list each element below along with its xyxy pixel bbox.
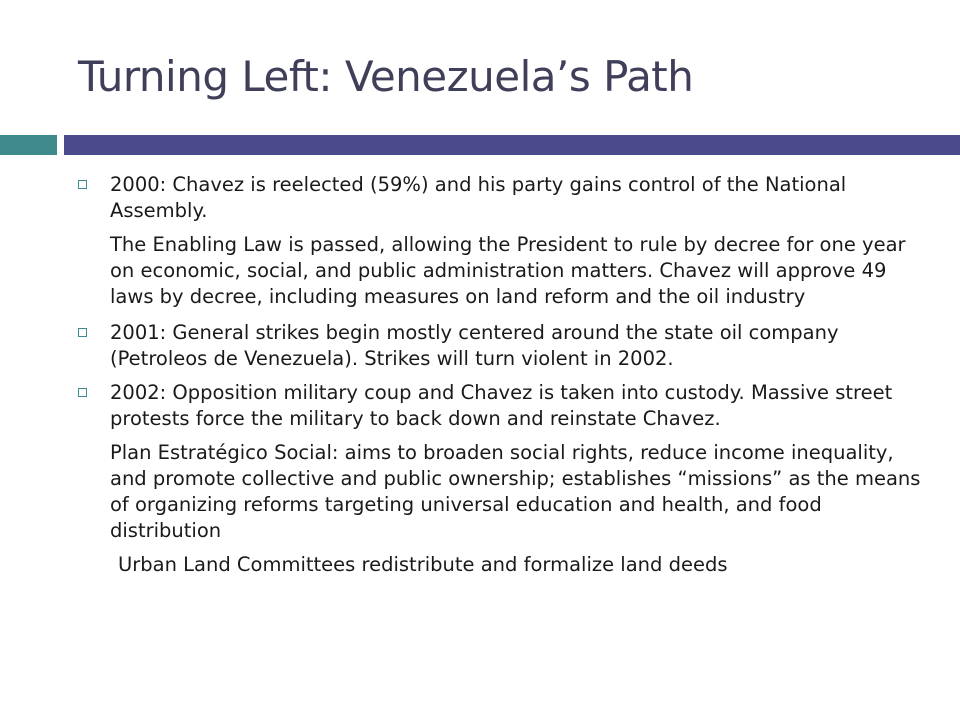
square-bullet-icon	[78, 180, 87, 189]
sub-paragraph-enabling-law: The Enabling Law is passed, allowing the President to rule by decree for one year on economic, social, and public administration matters. Chavez will approve 49 laws by decree, including measures on land reform and the oil industry	[110, 233, 906, 308]
bullet-item-2002	[72, 380, 930, 432]
bullet-item-2001	[72, 320, 930, 372]
title-rule-accent-left	[0, 135, 57, 155]
bullet-text: 2002: Opposition military coup and Chavez is taken into custody. Massive street protests force the military to back down and reinstate Chavez.	[110, 381, 893, 430]
square-bullet-icon	[78, 388, 87, 397]
title-rule-accent-right	[64, 135, 960, 155]
bullet-text: 2000: Chavez is reelected (59%) and his party gains control of the National Assembly.	[110, 173, 847, 222]
slide-body	[72, 172, 930, 578]
sub-paragraph-plan-estrategico: Plan Estratégico Social: aims to broaden social rights, reduce income inequality, and promote collective and public ownership; establishes “missions” as the means of organizing reforms targeting universal education and health, and food distribution	[110, 441, 921, 542]
square-bullet-icon	[78, 328, 87, 337]
slide-title: Turning Left: Venezuela’s Path	[78, 52, 694, 101]
bullet-text: 2001: General strikes begin mostly centered around the state oil company (Petroleos de Venezuela). Strikes will turn violent in 2002.	[110, 321, 839, 370]
bullet-item-2000	[72, 172, 930, 224]
sub-paragraph-urban-land: Urban Land Committees redistribute and formalize land deeds	[118, 553, 728, 576]
